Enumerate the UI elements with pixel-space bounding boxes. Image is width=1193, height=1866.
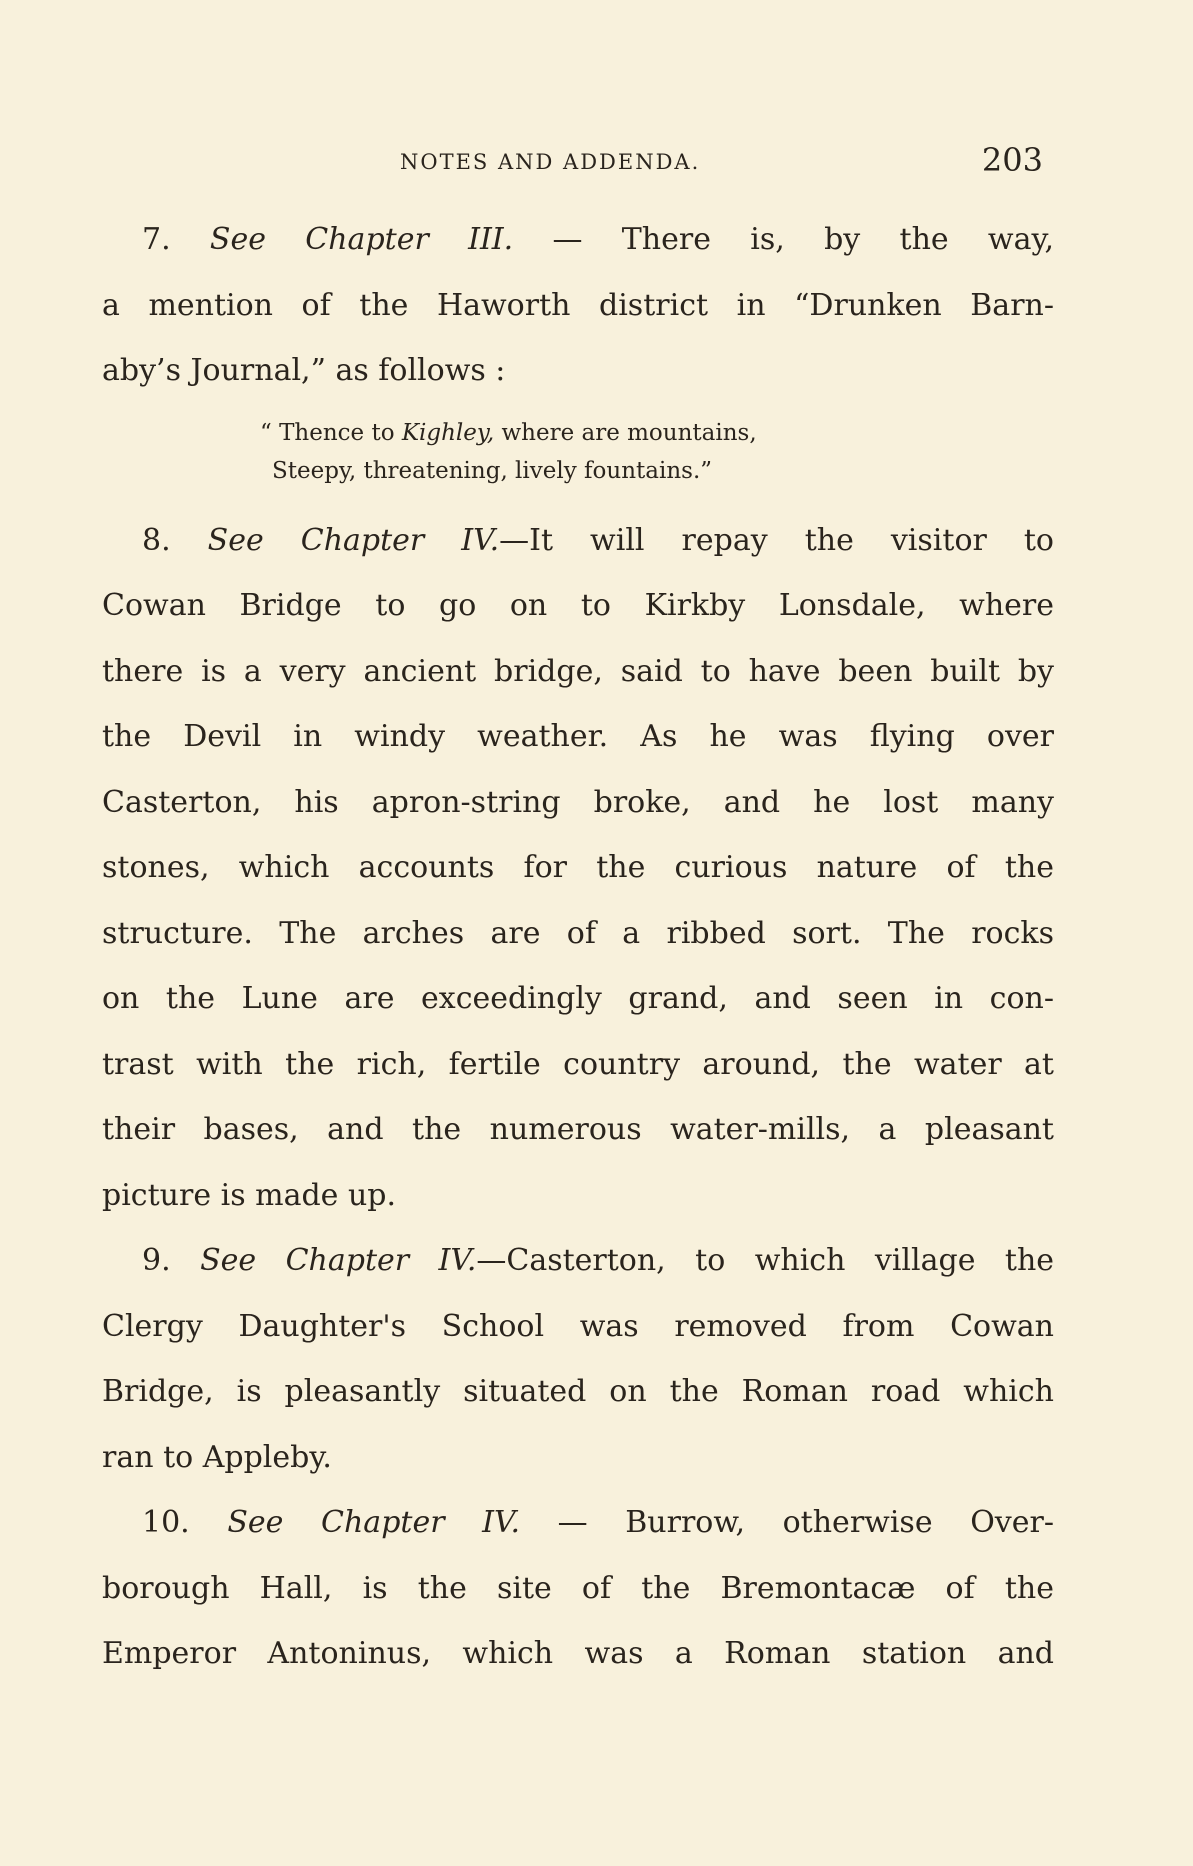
note-8-line-3: there is a very ancient bridge, said to have been built by <box>102 653 1054 689</box>
note-8-line-4: the Devil in windy weather. As he was flying over <box>102 719 1054 754</box>
note-9-number: 9. <box>142 1243 171 1278</box>
note-7-chapter-ref: Chapter III. <box>305 222 514 257</box>
note-8-number: 8. <box>142 522 171 558</box>
note-8-line-1 <box>102 508 1054 574</box>
note-8-chapter-ref: Chapter IV. <box>300 522 500 558</box>
note-8-line-10: their bases, and the numerous water-mills, a pleasant <box>102 1112 1054 1147</box>
note-10-chapter-ref: Chapter IV. <box>321 1505 520 1540</box>
verse-line-2: Steepy, threatening, lively fountains.” <box>272 457 713 484</box>
verse-place-name: Kighley, <box>401 419 495 446</box>
verse-line-1 <box>102 414 1054 452</box>
note-9-line-2: Clergy Daughter's School was removed from Cowan <box>102 1308 1054 1344</box>
note-9-line-4: ran to Appleby. <box>102 1439 332 1475</box>
note-8-line-7: structure. The arches are of a ribbed sort. The rocks <box>102 915 1054 951</box>
note-7-number: 7. <box>142 222 171 257</box>
note-8-text: —It will repay the visitor to <box>499 522 1054 558</box>
running-title: NOTES AND ADDENDA. <box>400 150 701 174</box>
running-head <box>0 142 1193 182</box>
note-7 <box>102 207 1054 404</box>
note-8-line-6: stones, which accounts for the curious nature of the <box>102 850 1054 885</box>
note-10 <box>102 1490 1054 1687</box>
note-9-line-1 <box>102 1228 1054 1294</box>
page-number: 203 <box>981 141 1043 179</box>
note-9-see: See <box>200 1243 257 1278</box>
note-9-text: —Casterton, to which village the <box>476 1243 1054 1278</box>
note-8 <box>102 508 1054 1229</box>
note-9-line-3: Bridge, is pleasantly situated on the Roman road which <box>102 1374 1054 1409</box>
note-10-line-3: Emperor Antoninus, which was a Roman station and <box>102 1636 1054 1671</box>
note-8-line-2: Cowan Bridge to go on to Kirkby Lonsdale, where <box>102 588 1054 623</box>
note-8-see: See <box>207 522 264 558</box>
verse-line-1-end: where are mountains, <box>501 419 757 446</box>
note-8-line-5: Casterton, his apron-string broke, and he lost many <box>102 784 1054 820</box>
note-9-chapter-ref: Chapter IV. <box>285 1243 477 1278</box>
note-7-line-2: a mention of the Haworth district in “Drunken Barn- <box>102 287 1054 323</box>
note-7-see: See <box>209 222 266 257</box>
note-8-line-9: trast with the rich, fertile country around, the water at <box>102 1046 1054 1082</box>
note-10-line-2: borough Hall, is the site of the Bremontacæ of the <box>102 1570 1054 1606</box>
note-7-text: — There is, by the way, <box>552 222 1054 257</box>
notes-body <box>102 207 1054 1687</box>
note-7-line-1 <box>102 207 1054 273</box>
note-10-see: See <box>227 1505 284 1540</box>
note-10-text: — Burrow, otherwise Over- <box>557 1505 1054 1540</box>
verse-quotation <box>102 414 1054 490</box>
note-8-line-11: picture is made up. <box>102 1177 397 1213</box>
note-10-line-1 <box>102 1490 1054 1556</box>
note-8-line-8: on the Lune are exceedingly grand, and seen in con- <box>102 981 1054 1016</box>
note-10-number: 10. <box>142 1505 190 1540</box>
note-9 <box>102 1228 1054 1490</box>
note-7-line-3: aby’s Journal,” as follows : <box>102 353 506 388</box>
verse-line-1-start: “ Thence to <box>260 419 395 446</box>
